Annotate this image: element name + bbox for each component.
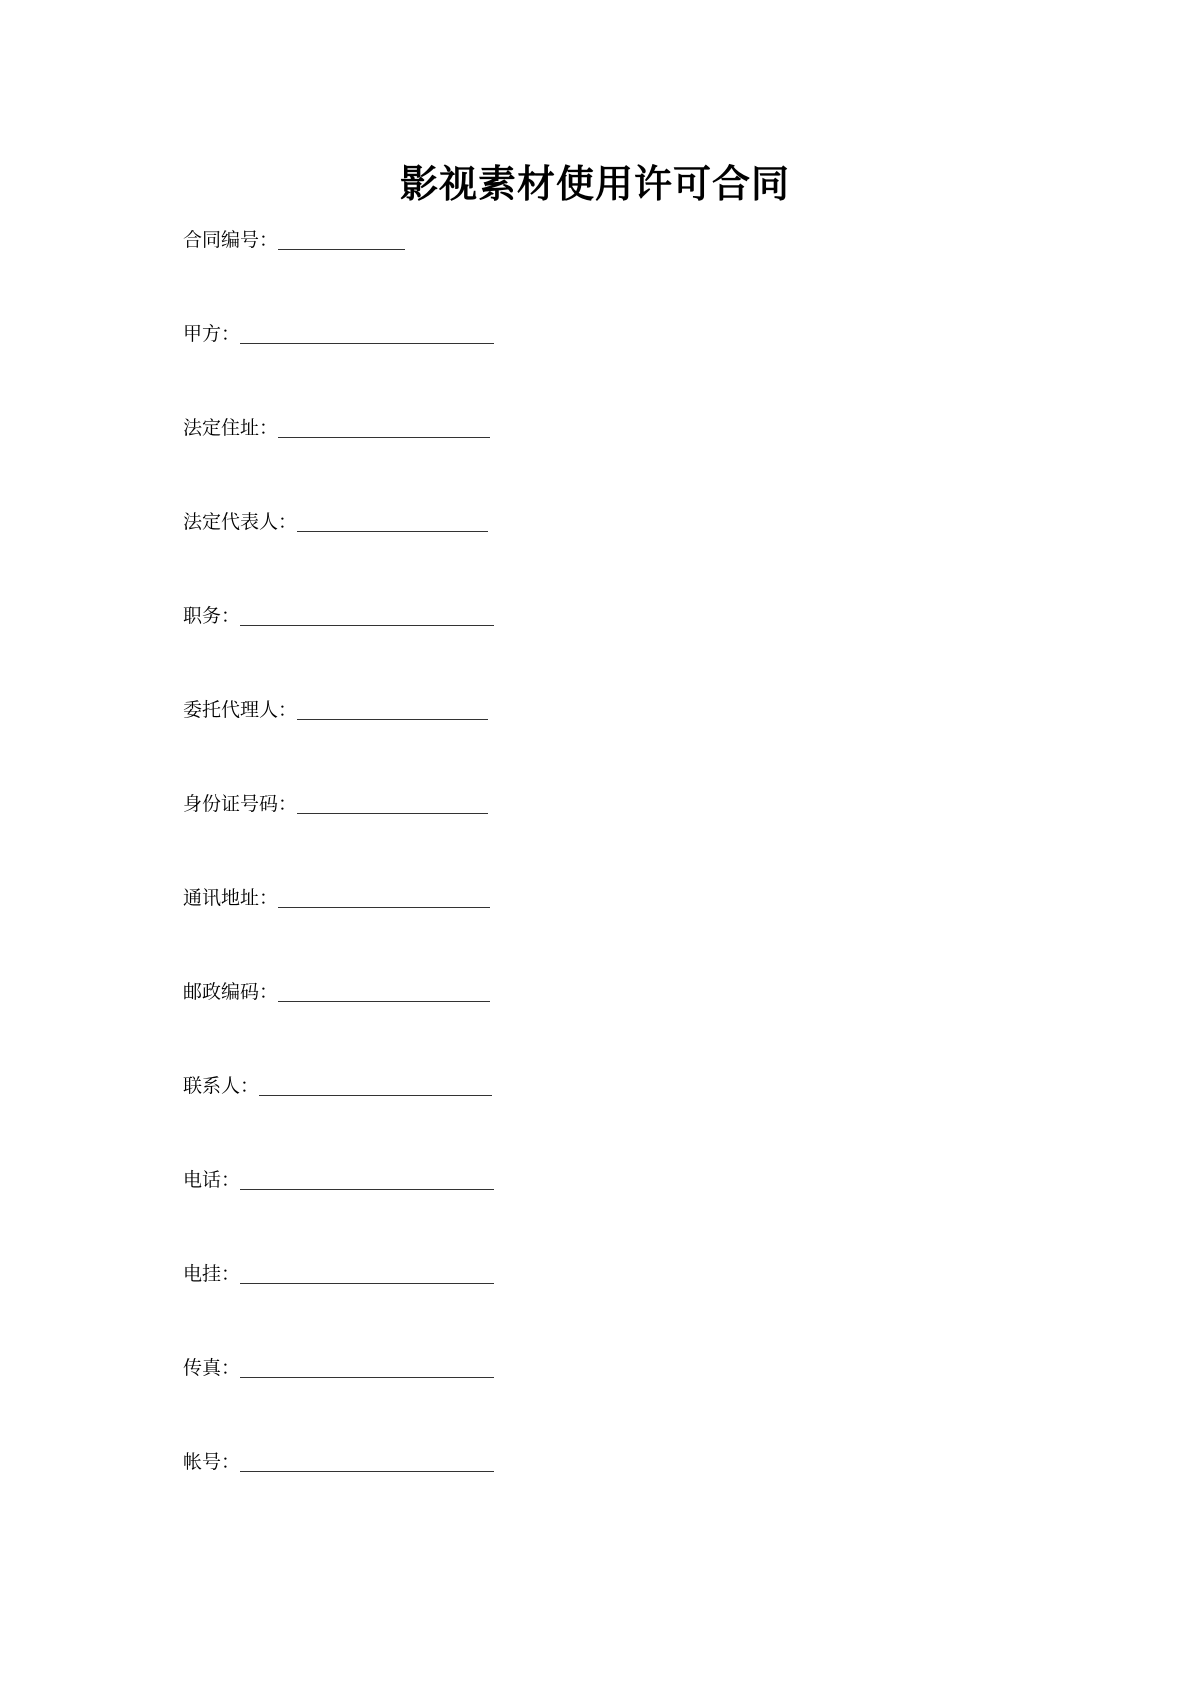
blank-line bbox=[240, 601, 494, 626]
document-title: 影视素材使用许可合同 bbox=[399, 161, 790, 206]
blank-line bbox=[259, 1071, 492, 1096]
blank-line bbox=[240, 1447, 494, 1472]
field-label: 合同编号： bbox=[183, 229, 279, 251]
field-fax bbox=[183, 1350, 494, 1380]
field-label: 邮政编码： bbox=[183, 981, 279, 1003]
field-label: 法定住址： bbox=[183, 417, 279, 439]
blank-line bbox=[278, 977, 490, 1002]
field-label: 联系人： bbox=[183, 1075, 260, 1097]
field-label: 通讯地址： bbox=[183, 887, 279, 909]
field-telegraph bbox=[183, 1256, 494, 1286]
field-label: 身份证号码： bbox=[183, 793, 298, 815]
blank-line bbox=[240, 1165, 494, 1190]
field-telephone bbox=[183, 1162, 494, 1192]
field-label: 职务： bbox=[183, 605, 241, 627]
field-label: 法定代表人： bbox=[183, 511, 298, 533]
blank-line bbox=[297, 695, 488, 720]
blank-line bbox=[297, 507, 488, 532]
blank-line bbox=[278, 413, 490, 438]
field-account-number bbox=[183, 1444, 494, 1474]
field-legal-address bbox=[183, 410, 490, 440]
field-label: 甲方： bbox=[183, 323, 241, 345]
blank-line bbox=[240, 1353, 494, 1378]
field-position bbox=[183, 598, 494, 628]
blank-line bbox=[240, 1259, 494, 1284]
field-postal-code bbox=[183, 974, 490, 1004]
field-label: 电话： bbox=[183, 1169, 241, 1191]
blank-line bbox=[297, 789, 488, 814]
blank-line bbox=[278, 225, 405, 250]
blank-line bbox=[278, 883, 490, 908]
field-mailing-address bbox=[183, 880, 490, 910]
blank-line bbox=[240, 319, 494, 344]
field-label: 电挂： bbox=[183, 1263, 241, 1285]
field-label: 委托代理人： bbox=[183, 699, 298, 721]
field-label: 传真： bbox=[183, 1357, 241, 1379]
field-legal-representative bbox=[183, 504, 488, 534]
field-id-number bbox=[183, 786, 488, 816]
field-label: 帐号： bbox=[183, 1451, 241, 1473]
field-party-a bbox=[183, 316, 494, 346]
field-authorized-agent bbox=[183, 692, 488, 722]
field-contract-number bbox=[183, 222, 405, 252]
field-contact-person bbox=[183, 1068, 492, 1098]
